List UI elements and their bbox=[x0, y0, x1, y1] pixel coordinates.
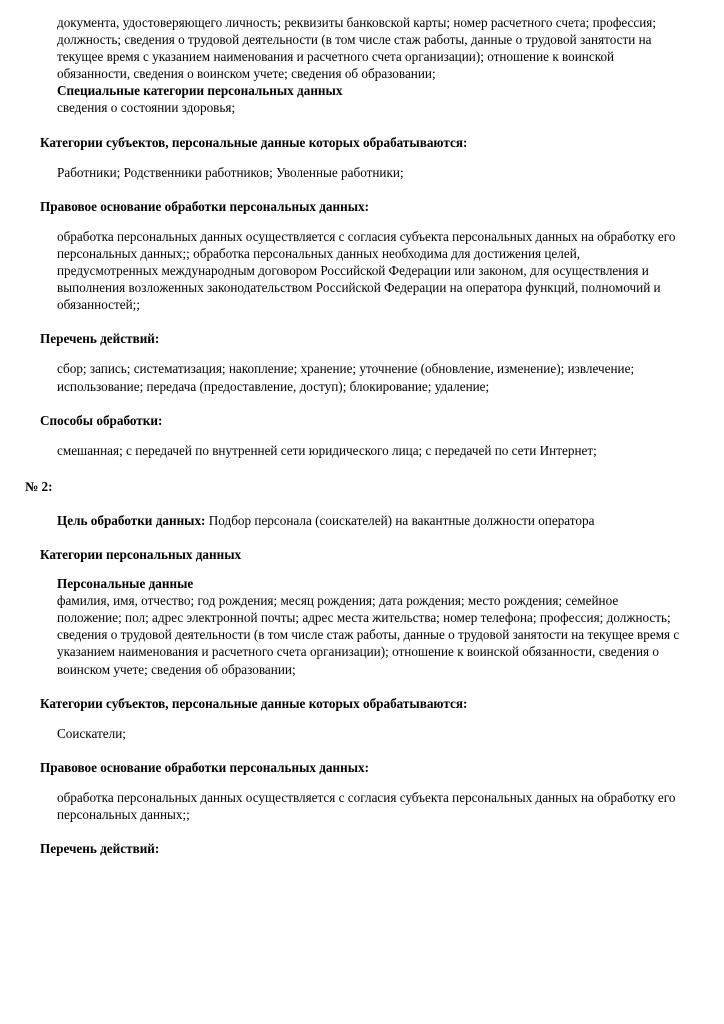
entry-one-continued-section bbox=[0, 14, 724, 459]
entry-one-actions-text: сбор; запись; систематизация; накопление; хранение; уточнение (обновление, изменение); извлечение; использование; передача (предоставление, доступ); блокирование; удаление; bbox=[57, 361, 635, 394]
entry-one-subjects-heading: Категории субъектов, персональные данные которых обрабатываются: bbox=[40, 134, 468, 150]
entry-two-legal-basis-heading: Правовое основание обработки персональных данных: bbox=[40, 759, 369, 775]
entry-one-subjects-text: Работники; Родственники работников; Уволенные работники; bbox=[57, 164, 404, 180]
entry-two-purpose-label: Цель обработки данных: bbox=[57, 512, 206, 528]
entry-two-actions-heading: Перечень действий: bbox=[40, 841, 160, 857]
entry-one-methods-heading: Способы обработки: bbox=[40, 412, 163, 428]
entry-one-legal-basis-text: обработка персональных данных осуществляется с согласия субъекта персональных данных на обработку его персональных данных;; обработка персональных данных необходима для достижения целей, предусмотренных международным договором Российской Федерации или законом, для осуществления и выполнения возложенных законодательством Российской Федерации на оператора функций, полномочий и обязанностей;; bbox=[57, 228, 676, 313]
entry-two-personal-data-text: фамилия, имя, отчество; год рождения; месяц рождения; дата рождения; место рождения; семейное положение; пол; адрес электронной почты; адрес места жительства; номер телефона; профессия; должность; сведения о трудовой деятельности (в том числе стаж работы, данные о трудовой занятости на текущее время с указанием наименования и расчетного счета организации); отношение к воинской обязанности, сведения о воинском учете; сведения об образовании; bbox=[57, 593, 680, 677]
entry-one-personal-data-text: документа, удостоверяющего личность; реквизиты банковской карты; номер расчетного счета; профессия; должность; сведения о трудовой деятельности (в том числе стаж работы, данные о трудовой занятости на текущее время с указанием наименования и расчетного счета организации); отношение к воинской обязанности, сведения о воинском учете; сведения об образовании; bbox=[57, 15, 657, 82]
entry-two-subjects-heading: Категории субъектов, персональные данные которых обрабатываются: bbox=[40, 695, 468, 711]
entry-two-personal-data-subheading: Персональные данные bbox=[57, 576, 194, 592]
entry-one-special-categories-heading: Специальные категории персональных данных bbox=[57, 83, 343, 99]
entry-one-legal-basis-heading: Правовое основание обработки персональных данных: bbox=[40, 198, 369, 214]
entry-one-actions-heading: Перечень действий: bbox=[40, 331, 160, 347]
entry-two-subjects-text: Соискатели; bbox=[57, 725, 126, 741]
page-content bbox=[0, 14, 724, 857]
entry-two-purpose-value: Подбор персонала (соискателей) на вакантные должности оператора bbox=[208, 512, 595, 528]
entry-one-methods-text: смешанная; с передачей по внутренней сети юридического лица; с передачей по сети Интернет; bbox=[57, 442, 597, 458]
entry-two-section bbox=[0, 478, 724, 857]
entry-two-categories-heading: Категории персональных данных bbox=[40, 546, 242, 562]
entry-two-purpose-line bbox=[0, 512, 724, 529]
entry-one-special-categories-text: сведения о состоянии здоровья; bbox=[57, 100, 236, 116]
entry-two-legal-basis-text: обработка персональных данных осуществляется с согласия субъекта персональных данных на обработку его персональных данных;; bbox=[57, 789, 676, 822]
entry-two-marker: № 2: bbox=[25, 478, 53, 494]
